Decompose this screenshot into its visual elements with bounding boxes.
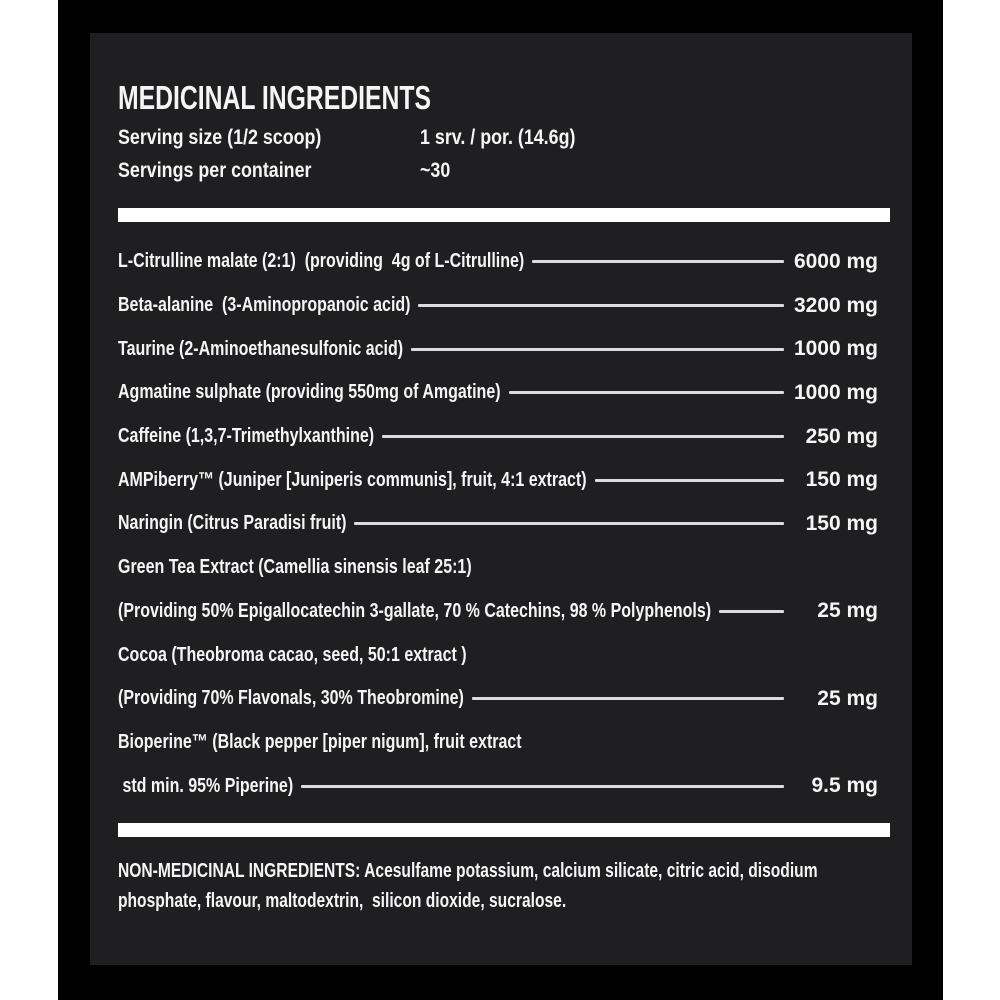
ingredient-row [118,371,878,415]
ingredient-amount: 6000 mg [793,249,878,273]
serving-size-value: 1 srv. / por. (14.6g) [420,126,576,149]
divider-bar-top [118,208,890,222]
ingredient-row [118,240,878,284]
ingredient-amount: 25 mg [817,686,878,710]
non-medicinal-line-2: phosphate, flavour, maltodextrin, silicon dioxide, sucralose. [118,890,567,912]
leader-line [532,260,784,263]
ingredient-name: Cocoa (Theobroma cacao, seed, 50:1 extract ) [118,643,467,666]
servings-per-container-label: Servings per container [118,159,312,182]
ingredient-name: Agmatine sulphate (providing 550mg of Amgatine) [118,381,501,404]
serving-size-row [118,125,603,151]
ingredient-row [118,546,878,590]
panel-title: MEDICINAL INGREDIENTS [118,79,432,116]
leader-line [719,610,784,613]
ingredient-row [118,284,878,328]
non-medicinal-line-1: NON-MEDICINAL INGREDIENTS: Acesulfame potassium, calcium silicate, citric acid, disodium [118,860,818,882]
divider-bar-bottom [118,823,890,837]
ingredient-amount: 3200 mg [793,293,878,317]
ingredient-name: Taurine (2-Aminoethanesulfonic acid) [118,337,404,360]
servings-per-container-value: ~30 [420,159,451,182]
servings-per-container-row [118,158,456,184]
leader-line [382,435,784,438]
non-medicinal-ingredients [118,856,884,916]
ingredient-row [118,502,878,546]
ingredient-name: Caffeine (1,3,7-Trimethylxanthine) [118,425,375,448]
leader-line [595,479,785,482]
ingredient-name: std min. 95% Piperine) [118,774,294,797]
ingredient-name: L-Citrulline malate (2:1) (providing 4g of L-Citrulline) [118,250,525,273]
ingredient-amount: 1000 mg [793,337,878,361]
ingredient-name: Green Tea Extract (Camellia sinensis leaf 25:1) [118,556,472,579]
ingredient-amount: 250 mg [805,424,878,448]
leader-line [354,522,784,525]
ingredient-row [118,590,878,634]
ingredient-name: Naringin (Citrus Paradisi fruit) [118,512,347,535]
leader-line [418,304,784,307]
ingredient-amount: 150 mg [805,511,878,535]
leader-line [509,391,784,394]
ingredient-amount: 1000 mg [793,380,878,404]
ingredient-row [118,764,878,808]
serving-size-label: Serving size (1/2 scoop) [118,126,322,149]
ingredient-name: Beta-alanine (3-Aminopropanoic acid) [118,294,411,317]
ingredient-row [118,327,878,371]
ingredient-row [118,415,878,459]
supplement-facts-panel [90,33,912,965]
ingredient-row [118,633,878,677]
ingredient-row [118,677,878,721]
ingredient-name: (Providing 70% Flavonals, 30% Theobromine) [118,687,464,710]
ingredient-list [118,240,878,808]
ingredient-amount: 9.5 mg [811,774,878,798]
leader-line [301,785,784,788]
leader-line [411,348,784,351]
leader-line [472,697,784,700]
ingredient-row [118,721,878,765]
ingredient-row [118,458,878,502]
ingredient-amount: 150 mg [805,468,878,492]
ingredient-name: Bioperine™ (Black pepper [piper nigum], fruit extract [118,730,522,753]
ingredient-amount: 25 mg [817,599,878,623]
label-black-frame [58,0,943,1000]
ingredient-name: AMPiberry™ (Juniper [Juniperis communis], fruit, 4:1 extract) [118,468,587,491]
ingredient-name: (Providing 50% Epigallocatechin 3-gallate, 70 % Catechins, 98 % Polyphenols) [118,599,712,622]
